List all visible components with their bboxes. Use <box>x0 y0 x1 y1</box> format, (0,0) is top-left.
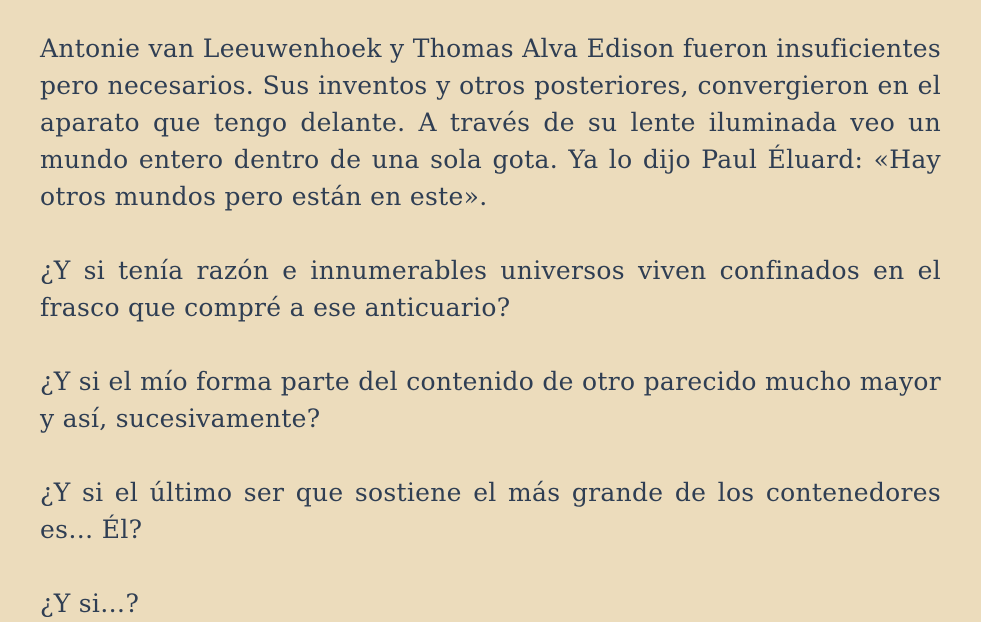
story-paragraph-4: ¿Y si el último ser que sostiene el más grande de los contenedores es… Él? <box>40 478 941 544</box>
story-paragraph-3: ¿Y si el mío forma parte del contenido de otro parecido mucho mayor y así, sucesivamente? <box>40 367 941 433</box>
story-paragraph-5: ¿Y si…? <box>40 589 140 618</box>
story-paragraph-2: ¿Y si tenía razón e innumerables universos viven confinados en el frasco que compré a ese anticuario? <box>40 256 941 322</box>
story-paragraph-1: Antonie van Leeuwenhoek y Thomas Alva Edison fueron insuficientes pero necesarios. Sus inventos y otros posteriores, convergieron en el aparato que tengo delante. A través de su lente iluminada veo un mundo entero dentro de una sola gota. Ya lo dijo Paul Éluard: «Hay otros mundos pero están en este». <box>40 34 941 211</box>
